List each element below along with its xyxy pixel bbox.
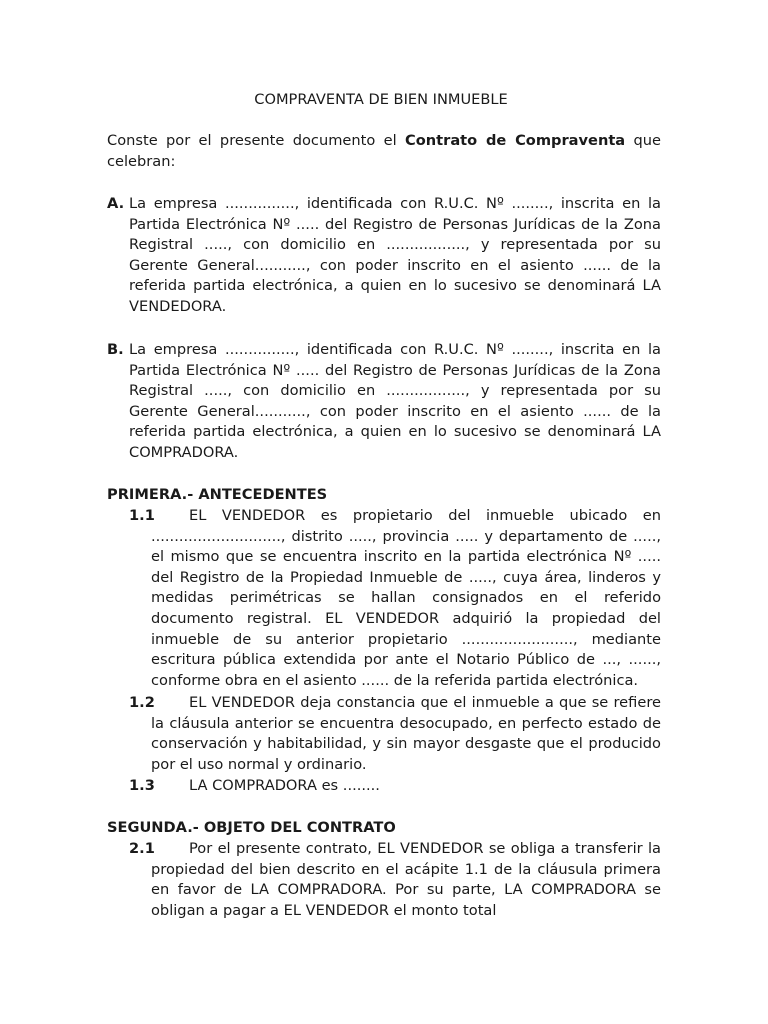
clause-text <box>151 506 661 691</box>
clause-1-1 <box>129 506 661 691</box>
party-a <box>107 194 661 318</box>
section-heading-segunda: SEGUNDA.- OBJETO DEL CONTRATO <box>107 819 396 836</box>
clause-2-1 <box>129 839 661 921</box>
party-text: La empresa ..............., identificada con R.U.C. Nº ........, inscrita en la Partida Electrónica Nº ..... del Registro de Personas Jurídicas de la Zona Registral ....., con domicilio en ................., y representada por su Gerente General..........., con poder inscrito en el asiento ...... de la referida partida electrónica, a quien en lo sucesivo se denominará LA COMPRADORA. <box>129 341 661 461</box>
clause-body: LA COMPRADORA es ........ <box>189 777 380 794</box>
clause-body: Por el presente contrato, EL VENDEDOR se obliga a transferir la propiedad del bien descrito en el acápite 1.1 de la cláusula primera en favor de LA COMPRADORA. Por su parte, LA COMPRADORA se obligan a pagar a EL VENDEDOR el monto total <box>151 840 661 919</box>
party-label: A. <box>107 195 125 212</box>
party-text: La empresa ..............., identificada con R.U.C. Nº ........, inscrita en la Partida Electrónica Nº ..... del Registro de Personas Jurídicas de la Zona Registral ....., con domicilio en ................., y representada por su Gerente General..........., con poder inscrito en el asiento ...... de la referida partida electrónica, a quien en lo sucesivo se denominará LA VENDEDORA. <box>129 195 661 315</box>
intro-paragraph <box>107 131 661 172</box>
party-label: B. <box>107 341 124 358</box>
clause-text <box>151 776 661 797</box>
clause-number: 1.3 <box>129 777 155 794</box>
clause-body: EL VENDEDOR deja constancia que el inmueble a que se refiere la cláusula anterior se encuentra desocupado, en perfecto estado de conservación y habitabilidad, y sin mayor desgaste que el producido por el uso normal y ordinario. <box>151 694 661 773</box>
intro-text-after: que celebran: <box>107 132 662 170</box>
clause-1-2 <box>129 693 661 775</box>
clause-1-3 <box>129 776 661 797</box>
clause-body: EL VENDEDOR es propietario del inmueble ubicado en ............................, distrito ....., provincia ..... y departamento de ....., el mismo que se encuentra inscrito en la partida electrónica Nº ..... del Registro de la Propiedad Inmueble de ....., cuya área, linderos y medidas perimétricas se hallan consignados en el referido documento registral. EL VENDEDOR adquirió la propiedad del inmueble de su anterior propietario ........................, mediante escritura pública extendida por ante el Notario Público de ..., ......, conforme obra en el asiento ...... de la referida partida electrónica. <box>151 507 661 689</box>
party-b <box>107 340 661 464</box>
clause-number: 1.2 <box>129 694 155 711</box>
clause-text <box>151 693 661 775</box>
intro-text-before: Conste por el presente documento el <box>107 132 406 149</box>
document-title: COMPRAVENTA DE BIEN INMUEBLE <box>254 91 508 108</box>
section-heading-primera: PRIMERA.- ANTECEDENTES <box>107 486 328 503</box>
contract-name-bold: Contrato de Compraventa <box>405 132 626 149</box>
clause-text <box>151 839 661 921</box>
clause-number: 2.1 <box>129 840 155 857</box>
clause-number: 1.1 <box>129 507 155 524</box>
